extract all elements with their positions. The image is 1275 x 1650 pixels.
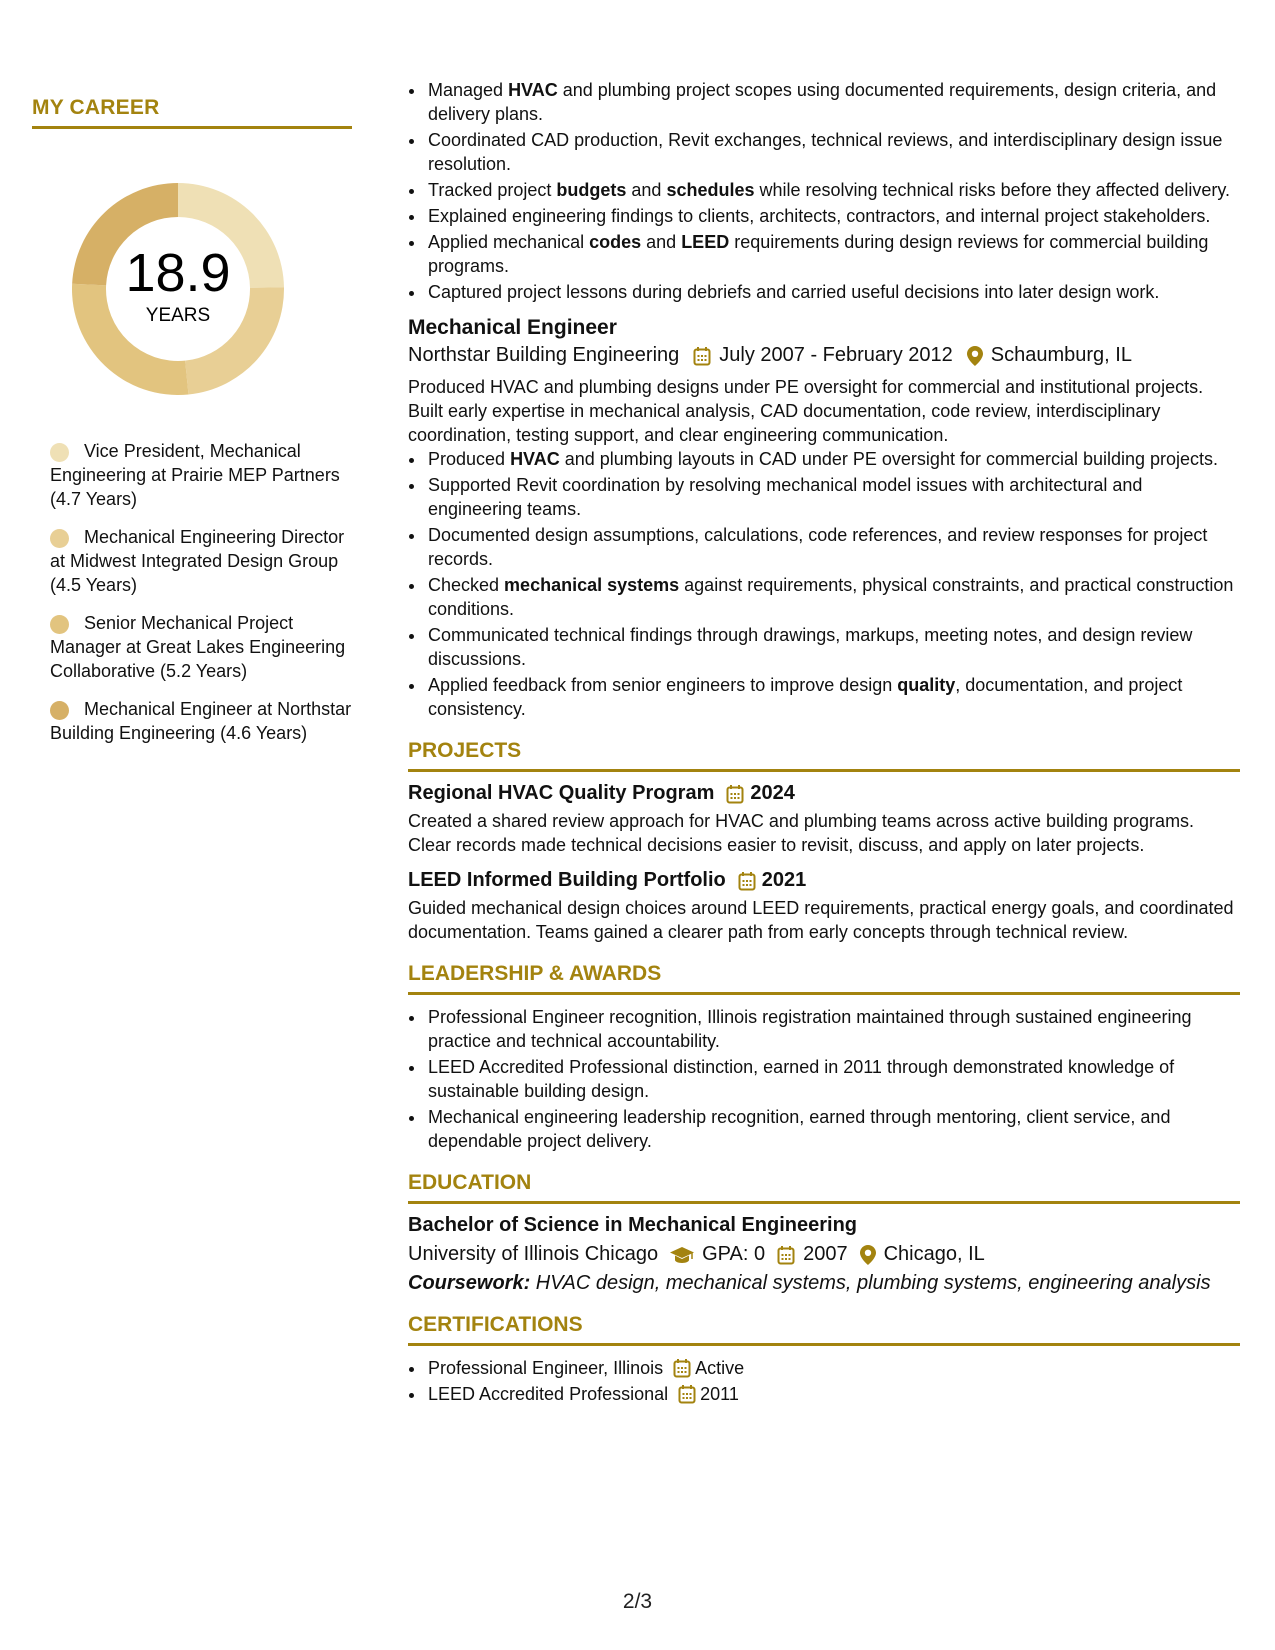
certification-name: • Professional Engineer, Illinois (428, 1358, 664, 1378)
job-title: Mechanical Engineer (408, 316, 617, 339)
certification-item (426, 1356, 1240, 1380)
job-summary: Produced HVAC and plumbing designs under PE oversight for commercial and institutional projects. Built early expertise in mechanical analysis, CAD documentation, code review, interdisciplinary coordination, testing support, and clear engineering communication. (408, 377, 1204, 445)
bullet-item: • Applied mechanical codes and LEED requirements during design reviews for commercial building programs. (426, 230, 1240, 278)
certification-status: Active (695, 1358, 745, 1378)
job-company: Northstar Building Engineering (408, 344, 680, 366)
years-label: YEARS (145, 305, 211, 326)
graduation-year: 2007 (803, 1243, 848, 1265)
coursework (408, 1272, 1240, 1295)
leadership-list (408, 1005, 1240, 1153)
career-item (32, 439, 352, 511)
certification-name: • LEED Accredited Professional (428, 1384, 669, 1404)
career-item-text: Vice President, Mechanical Engineering at Prairie MEP Partners (4.7 Years) (50, 441, 340, 509)
career-item (32, 611, 352, 683)
school: University of Illinois Chicago (408, 1243, 659, 1265)
career-dot-icon (50, 443, 69, 462)
career-item-text: Senior Mechanical Project Manager at Great Lakes Engineering Collaborative (5.2 Years) (50, 613, 346, 681)
certifications-list (408, 1356, 1240, 1406)
career-dot-icon (50, 615, 69, 634)
career-item-text: Mechanical Engineering Director at Midwest Integrated Design Group (4.5 Years) (50, 527, 345, 595)
project-year: 2021 (761, 869, 807, 891)
certification-status: 2011 (700, 1384, 739, 1404)
project-title (408, 782, 1240, 805)
previous-job-bullets (408, 78, 1240, 304)
project-title (408, 869, 1240, 892)
leadership-item: • LEED Accredited Professional distinction, earned in 2011 through demonstrated knowledge of sustainable building design. (426, 1055, 1240, 1103)
career-section-title: MY CAREER (32, 96, 352, 129)
career-dot-icon (50, 529, 69, 548)
total-years: 18.9 (125, 243, 231, 303)
calendar-icon (678, 1384, 696, 1404)
degree: Bachelor of Science in Mechanical Engineering (408, 1214, 858, 1236)
bullet-item: • Applied feedback from senior engineers to improve design quality, documentation, and project consistency. (426, 673, 1240, 721)
bullet-item: • Managed HVAC and plumbing project scopes using documented requirements, design criteria, and delivery plans. (426, 78, 1240, 126)
left-column (32, 96, 352, 759)
bullet-item: • Supported Revit coordination by resolving mechanical model issues with architectural and engineering teams. (426, 473, 1240, 521)
location-pin-icon (860, 1245, 876, 1265)
project-name: Regional HVAC Quality Program (408, 782, 715, 804)
career-list (32, 439, 352, 745)
education-section-title: EDUCATION (408, 1171, 1240, 1204)
certification-item (426, 1382, 1240, 1406)
bullet-item: • Tracked project budgets and schedules while resolving technical risks before they affected delivery. (426, 178, 1240, 202)
right-column (408, 78, 1240, 1408)
calendar-icon (726, 784, 744, 804)
career-dot-icon (50, 701, 69, 720)
career-item-text: Mechanical Engineer at Northstar Building Engineering (4.6 Years) (50, 699, 352, 743)
leadership-section-title: LEADERSHIP & AWARDS (408, 962, 1240, 995)
certifications-section-title: CERTIFICATIONS (408, 1313, 1240, 1346)
project-name: LEED Informed Building Portfolio (408, 869, 726, 891)
coursework-text: HVAC design, mechanical systems, plumbing systems, engineering analysis (530, 1272, 1211, 1294)
school-location: Chicago, IL (883, 1243, 985, 1265)
gpa: GPA: 0 (702, 1243, 766, 1265)
bullet-item: • Coordinated CAD production, Revit exchanges, technical reviews, and interdisciplinary design issue resolution. (426, 128, 1240, 176)
projects-list (408, 782, 1240, 944)
education-meta (408, 1243, 1240, 1266)
bullet-item: • Checked mechanical systems against requirements, physical constraints, and practical construction conditions. (426, 573, 1240, 621)
career-donut-chart (62, 173, 294, 405)
graduation-cap-icon (670, 1246, 694, 1264)
donut-center (62, 173, 294, 327)
calendar-icon (738, 871, 756, 891)
job-meta (408, 344, 1240, 367)
leadership-item: • Mechanical engineering leadership recognition, earned through mentoring, client service, and dependable project delivery. (426, 1105, 1240, 1153)
leadership-item: • Professional Engineer recognition, Illinois registration maintained through sustained engineering practice and technical accountability. (426, 1005, 1240, 1053)
project-description: Created a shared review approach for HVAC and plumbing teams across active building programs. Clear records made technical decisions easier to revisit, discuss, and apply on later projects. (408, 811, 1195, 855)
calendar-icon (673, 1358, 691, 1378)
bullet-item: • Captured project lessons during debriefs and carried useful decisions into later design work. (426, 280, 1240, 304)
career-item (32, 697, 352, 745)
calendar-icon (693, 346, 711, 366)
project-description: Guided mechanical design choices around LEED requirements, practical energy goals, and coordinated documentation. Teams gained a clearer path from early concepts through technical review. (408, 898, 1234, 942)
project-year: 2024 (750, 782, 795, 804)
career-item (32, 525, 352, 597)
page-number: 2/3 (622, 1590, 653, 1613)
job-dates: July 2007 - February 2012 (719, 344, 953, 366)
bullet-item: • Communicated technical findings through drawings, markups, meeting notes, and design review discussions. (426, 623, 1240, 671)
projects-section-title: PROJECTS (408, 739, 1240, 772)
bullet-item: • Documented design assumptions, calculations, code references, and review responses for project records. (426, 523, 1240, 571)
bullet-item: • Explained engineering findings to clients, architects, contractors, and internal project stakeholders. (426, 204, 1240, 228)
location-pin-icon (967, 346, 983, 366)
job-bullets (408, 447, 1240, 721)
coursework-label: Coursework: (408, 1272, 531, 1294)
job-location: Schaumburg, IL (990, 344, 1132, 366)
bullet-item: • Produced HVAC and plumbing layouts in CAD under PE oversight for commercial building projects. (426, 447, 1240, 471)
calendar-icon (777, 1245, 795, 1265)
